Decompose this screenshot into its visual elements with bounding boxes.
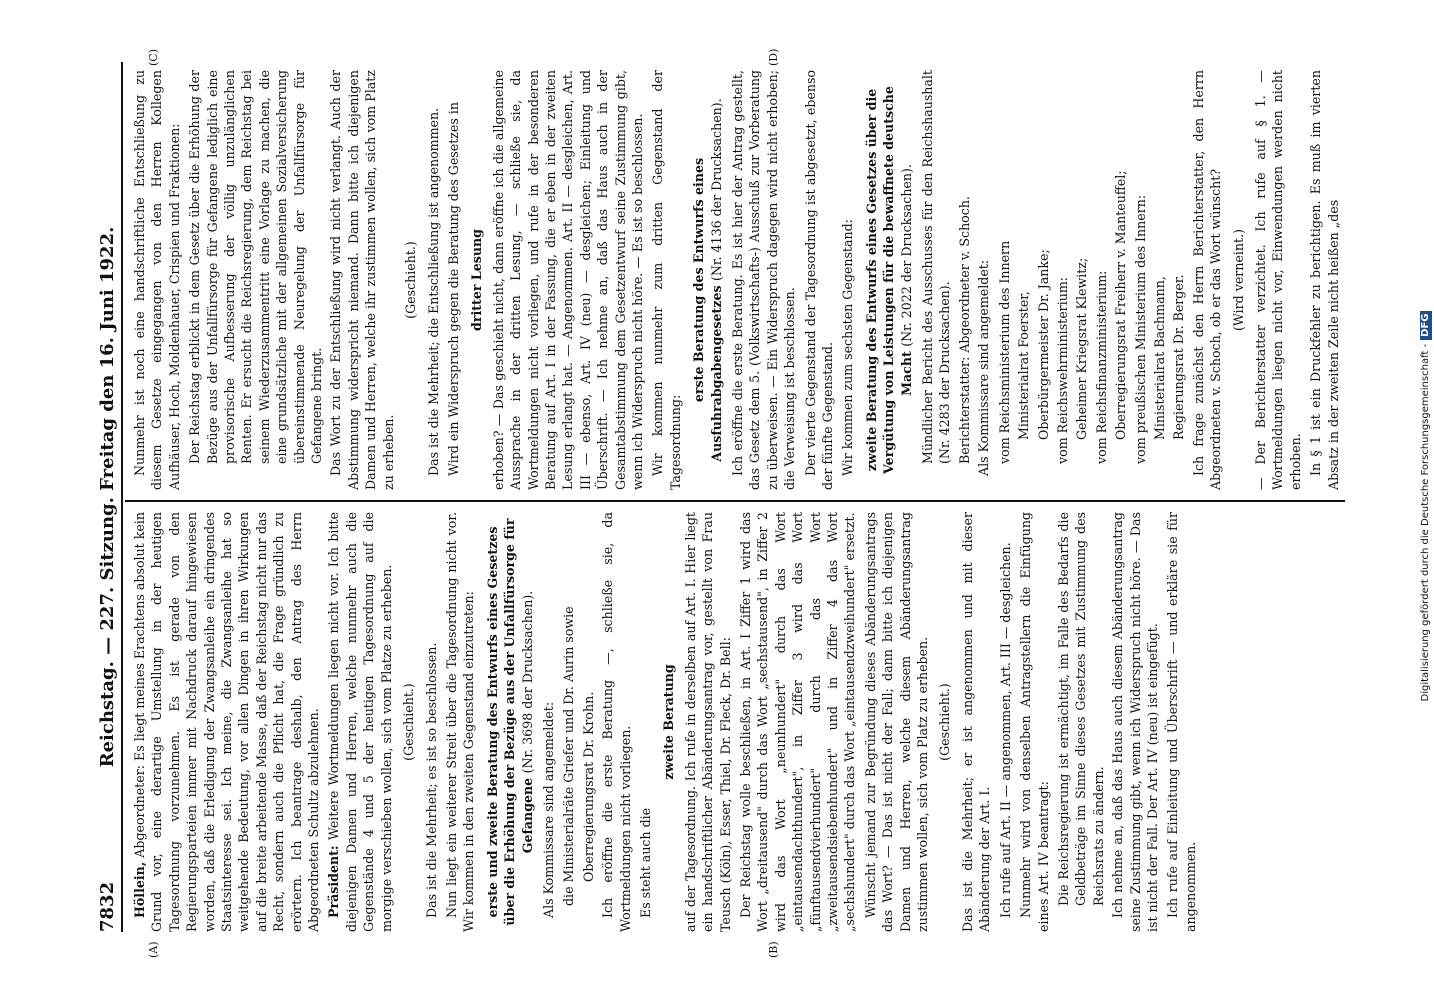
agenda-heading (863, 70, 915, 490)
paragraph: Ich nehme an, daß das Haus auch diesem Abänderungsantrag seine Zustimmung gibt, wenn ich Widerspruch nicht höre. — Das ist nicht der Fall. Der Art. IV (neu) ist eingefügt. (1110, 512, 1160, 932)
paragraph: Berichterstatter: Abgeordneter v. Schoch. (956, 196, 972, 464)
paragraph: Nunmehr ist noch eine handschriftliche Entschließung zu diesem Gesetze eingegangen von den Herren Kollegen Aufhäuser, Hoch, Moldenhauer, Crispien und Fraktionen: (132, 70, 182, 490)
list-item: Oberbürgermeister Dr. Janke; (1035, 249, 1051, 440)
rotated-page (67, 40, 1367, 960)
paragraph: erhoben? — Das geschieht nicht, dann eröffne ich die allgemeine Aussprache in der dritten Lesung, — schließe sie, da Wortmeldungen nicht vorliegen, und rufe in der besonderen Beratung auf Art. I in der Fassung, die er eben in der zweiten Lesung erlangt hat. — Angenommen. Art. II — desgleichen, Art. III — ebenso, Art. IV (neu) — desgleichen; Einleitung und Überschrift. — Ich nehme an, daß das Haus auch in der Gesamtabstimmung dem Gesetzentwurf seine Zustimmung gibt, wenn ich Widerspruch nicht höre. — Es ist so beschlossen. (490, 70, 645, 490)
paragraph: Ich frage zunächst den Herrn Berichterstatter, den Herrn Abgeordneten v. Schoch, ob er das Wort wünscht? (1190, 70, 1224, 490)
stage-note: (Geschieht.) (937, 683, 953, 761)
paragraph: Das ist die Mehrheit; es ist so beschlossen. (423, 642, 439, 918)
paragraph: Wir kommen nunmehr zum dritten Gegenstand der Tagesordnung: (650, 70, 683, 490)
page-header (91, 62, 123, 932)
paragraph-text: Weitere Wortmeldungen liegen nicht vor. Ich bitte diejenigen Damen und Herren, welche nunmehr auch die Gegenstände 4 und 5 der heutigen Tagesordnung auf die morgige verschieben wollen, sich vom Platze zu erheben. (326, 512, 394, 932)
paragraph: Das ist die Mehrheit; er ist angenommen und mit dieser Abänderung der Art. I. (959, 512, 993, 932)
paragraph: Ich eröffne die erste Beratung —, schließe sie, da Wortmeldungen nicht vorliegen. (600, 512, 633, 932)
list-item: Oberregierungsrat Freiherr v. Manteuffel; (1113, 170, 1129, 440)
funding-text: Digitalisierung gefördert durch die Deutsche Forschungsgemeinschaft - (1419, 343, 1431, 702)
speaker-name: Höllein, (132, 861, 147, 918)
heading-reference: (Nr. 3698 der Drucksachen). (519, 590, 535, 774)
paragraph: Wir kommen zum sechsten Gegenstand: (840, 219, 856, 476)
margin-marker-b: (B) (767, 941, 780, 958)
paragraph: Wünscht jemand zur Begründung dieses Abänderungsantrags das Wort? — Das ist nicht der Fall; dann bitte ich diejenigen Damen und Herren, welche diesem Abänderungsantrag zustimmen wollen, sich vom Platz zu erheben. (862, 512, 931, 932)
heading-text: erste Beratung des Entwurfs eines Ausfuhrabgabengesetzes (691, 157, 724, 462)
list-item: vom Reichsfinanzministerium: (1093, 270, 1109, 464)
speaker-name: Präsident: (326, 845, 342, 918)
list-item: vom Reichswehrministerium: (1054, 276, 1070, 464)
left-column (131, 512, 1351, 932)
right-column (131, 70, 1351, 490)
paragraph: Wird ein Widerspruch gegen die Beratung des Gesetzes in (445, 102, 461, 476)
paragraph: — Der Berichterstatter verzichtet. Ich rufe auf § 1. — Wortmeldungen liegen nicht vor, Einwendungen werden nicht erhoben. (1252, 70, 1303, 490)
agenda-heading (484, 512, 536, 932)
paragraph: Das ist die Mehrheit; die Entschließung ist angenommen. (425, 107, 441, 476)
paragraph: Nun liegt ein weiterer Streit über die Tagesordnung nicht vor. Wir kommen in den zweiten Gegenstand einzutreten: (443, 512, 477, 932)
paragraph: Als Kommissare sind angemeldet: (976, 259, 992, 476)
funding-sidebar (1417, 0, 1434, 1000)
heading-reference: (Nr. 4136 der Drucksachen). (708, 98, 724, 282)
list-item: Ministerialrat Bachmann, (1151, 276, 1167, 440)
heading-reference: (Nr. 2022 der Drucksachen). (898, 164, 914, 347)
paragraph: Ich eröffne die erste Beratung. Es ist hier der Antrag gestellt, das Gesetz dem 5. (Volkswirtschafts-) Ausschuß zur Vorberatung zu überweisen. — Ein Widerspruch dagegen wird nicht erhoben; die Verweisung ist beschlossen. (730, 70, 798, 490)
motion-text: Der Reichstag erblickt in dem Gesetz über die Erhöhung der Bezüge aus der Unfallfürsorge für Gefangene lediglich eine provisorische Aufbesserung der völlig unzulänglichen Renten. Er ersucht die Reichsregierung, dem Reichstag bei seinem Wiederzusammentritt eine Vorlage zu machen, die eine grundsätzliche mit der allgemeinen Sozialversicherung übereinstimmende Neuregelung der Unfallfürsorge für Gefangene bringt. (187, 70, 325, 464)
funding-note (1420, 106, 1432, 906)
heading-text: erste und zweite Beratung des Entwurfs eines Gesetzes über die Erhöhung der Bezüge aus der Unfallfürsorge für Gefangene (484, 518, 535, 926)
page-number: 7832 (97, 881, 118, 932)
paragraph: Ich rufe auf Art. II — angenommen, Art. III — desgleichen. (997, 542, 1013, 918)
column-divider (125, 500, 1345, 502)
section-heading: zweite Beratung (661, 664, 677, 780)
list-item: Ministerialrat Foerster, (1016, 291, 1032, 440)
list-item: Regierungsrat Dr. Berger. (1171, 274, 1187, 440)
list-item: Geheimer Kriegsrat Klewitz; (1074, 257, 1090, 440)
page-title: Reichstag. — 227. Sitzung. Freitag den 16. Juni 1922. (97, 226, 118, 768)
margin-marker-c: (C) (147, 49, 160, 66)
paragraph: In § 1 ist ein Druckfehler zu berichtigen. Es muß im vierten Absatz in der zweiten Zeile nicht heißen „des (1308, 70, 1341, 490)
stage-note: (Geschieht.) (401, 683, 417, 761)
paragraph: Nunmehr wird von denselben Antragstellern die Einfügung eines Art. IV beantragt: (1018, 512, 1051, 932)
stage-note: (Geschieht.) (403, 241, 419, 319)
paragraph: Mündlicher Bericht des Ausschusses für den Reichshaushalt (Nr. 4283 der Drucksachen). (920, 70, 953, 464)
paragraph: Das Wort zu der Entschließung wird nicht verlangt. Auch der Abstimmung widerspricht niemand. Dann bitte ich diejenigen Damen und Herren, welche ihr zustimmen wollen, sich vom Platz zu erheben. (328, 70, 396, 490)
motion-text: Der Reichstag wolle beschließen, in Art. I Ziffer 1 wird das Wort „dreitausend" durch das Wort „sechstausend", in Ziffer 2 wird das Wort „neunhundert" durch das Wort „eintausendachthundert", in Ziffer 3 wird das Wort „fünftausendvierhundert" durch das Wort „zweitausendsiebenhundert" und in Ziffer 4 das Wort „sechshundert" durch das Wort „eintausendzweihundert" ersetzt. (738, 512, 858, 932)
stage-note: (Wird verneint.) (1230, 228, 1246, 332)
paragraph: Es steht auch die (637, 807, 653, 918)
margin-marker-d: (D) (767, 48, 780, 66)
paragraph: Der vierte Gegenstand der Tagesordnung ist abgesetzt, ebenso der fünfte Gegenstand. (802, 70, 836, 490)
paragraph (325, 512, 395, 932)
agenda-heading (690, 70, 725, 490)
paragraph (131, 512, 322, 932)
motion-text: Die Reichsregierung ist ermächtigt, im Falle des Bedarfs die Geldbeträge im Sinne dieses Gesetzes mit Zustimmung des Reichsrats zu ändern. (1055, 512, 1106, 906)
paragraph: Als Kommissare sind angemeldet: (540, 701, 556, 918)
paragraph-text: Abgeordneter: Es liegt meines Erachtens absolut kein Grund vor, eine derartige Umstellung in der heutigen Tagesordnung vorzunehmen. Es ist gerade von den Regierungsparteien immer mit Nachdruck darauf hingewiesen worden, daß die Erledigung der Zwangsanleihe ein dringendes Staatsinteresse sei. Ich meine, die Zwangsanleihe hat so weitgehende Bedeutung, vor allen Dingen in ihren Wirkungen auf die breite arbeitende Masse, daß der Reichstag nicht nur das Recht, sondern auch die Pflicht hat, die Frage gründlich zu erörtern. Ich beantrage deshalb, den Antrag des Herrn Abgeordneten Schultz abzulehnen. (132, 512, 322, 932)
list-item: vom Reichsministerium des Innern (996, 240, 1012, 464)
list-item: vom preußischen Ministerium des Innern: (1132, 194, 1148, 464)
heading-text: zweite Beratung des Entwurfs eines Gesetzes über die Vergütung von Leistungen für die bewaffnete deutsche Macht (863, 86, 914, 474)
list-item: Oberregierungsrat Dr. Krohn. (580, 691, 596, 882)
margin-marker-a: (A) (147, 941, 160, 958)
list-item: die Ministerialräte Griefer und Dr. Aurin sowie (561, 606, 577, 906)
paragraph: Ich rufe auf Einleitung und Überschrift — und erkläre sie für angenommen. (1165, 512, 1198, 932)
dfg-logo: DFG (1420, 311, 1432, 340)
section-heading: dritter Lesung (469, 229, 485, 331)
paragraph: auf der Tagesordnung. Ich rufe in derselben auf Art. I. Hier liegt ein handschriftlicher Abänderungsantrag vor, gestellt von Frau Teusch (Köln), Esser, Thiel, Dr. Fleck, Dr. Bell: (682, 512, 733, 932)
